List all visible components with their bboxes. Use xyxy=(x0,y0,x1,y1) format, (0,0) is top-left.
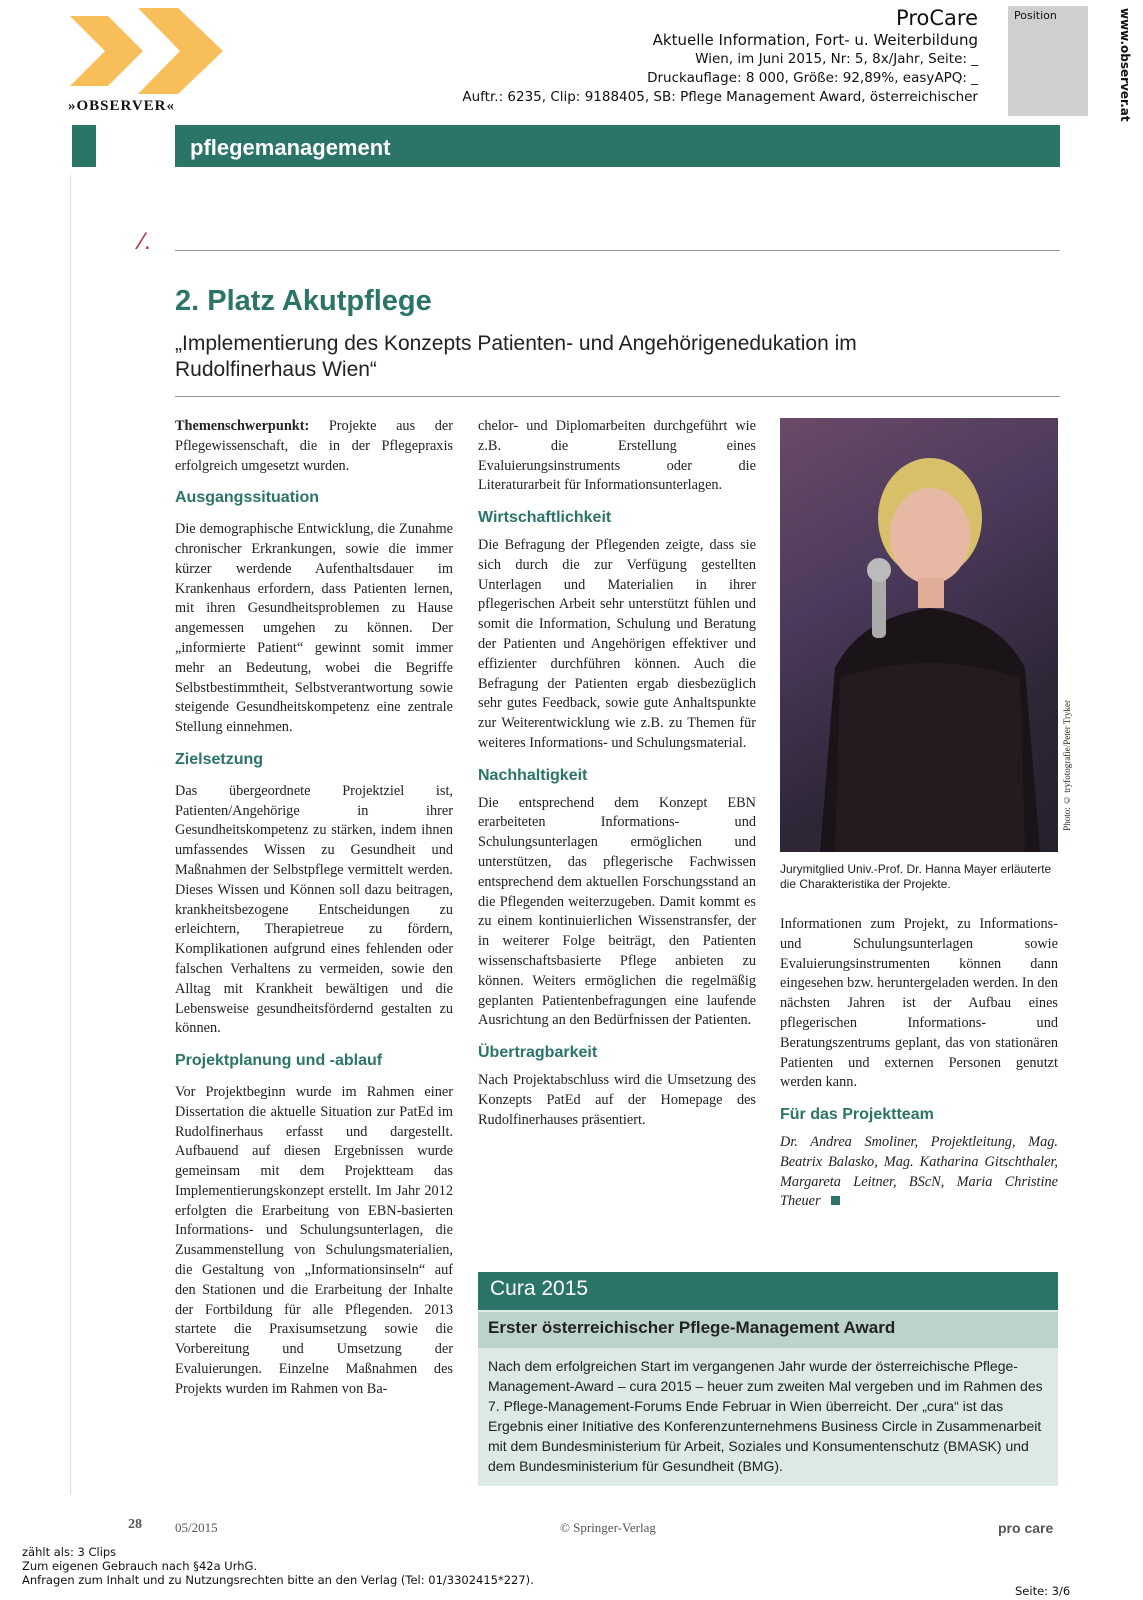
infobox-title: Cura 2015 xyxy=(490,1277,589,1300)
photo-caption: Jurymitglied Univ.-Prof. Dr. Hanna Mayer erläuterte die Charakteristika der Projekte. xyxy=(780,862,1052,891)
page-edge xyxy=(70,175,71,1495)
paragraph-continued: chelor- und Diplomarbeiten durchgeführt wie z.B. die Erstellung eines Evaluierungsinstruments oder die Literaturarbeit für Informationsunterlagen. xyxy=(478,418,756,494)
article-subtitle: „Implementierung des Konzepts Patienten- und Angehörigenedukation im Rudolfinerhaus Wien“ xyxy=(175,332,857,381)
publisher: © Springer-Verlag xyxy=(560,1520,656,1535)
paragraph-projektplanung: Vor Projektbeginn wurde im Rahmen einer Dissertation die aktuelle Situation zur PatEd im Rudolfinerhaus erfasst und dargestellt. Aufbauend auf diesen Ergebnissen wurde gemeinsam mit dem Projektteam das Implementierungskonzept erstellt. Im Jahr 2012 erfolgten die Erarbeitung von EBN-basierten Informations- und Schulungsunterlagen, die Zusammenstellung von Schulungsmaterialien, die Gestaltung von „Informationsinseln“ auf den Stationen und die Erarbeitung der Inhalte der Fortbildung für alle Pflegenden. 2013 startete die Praxisumsetzung sowie die Vorbereitung und Umsetzung der Evaluierungen. Einzelne Maßnahmen des Projekts wurden im Rahmen von Ba- xyxy=(175,1083,453,1397)
clip-mark: ⁄. xyxy=(140,228,151,255)
team-names: Dr. Andrea Smoliner, Projektleitung, Mag. Beatrix Balasko, Mag. Katharina Gitschthaler, Margareta Leitner, BScN, Maria Christine Theuer xyxy=(780,1133,1058,1210)
clipping-notes xyxy=(22,1545,534,1587)
site-url: www.observer.at xyxy=(1118,8,1132,122)
observer-logo-chevrons xyxy=(68,6,228,96)
issue-date: 05/2015 xyxy=(175,1520,218,1535)
position-box xyxy=(1008,6,1088,116)
page-number: 28 xyxy=(128,1517,142,1532)
order-info: Auftr.: 6235, Clip: 9188405, SB: Pflege Management Award, österreichischer xyxy=(462,89,978,105)
publication-subtitle: Aktuelle Information, Fort- u. Weiterbildung xyxy=(652,31,978,49)
divider xyxy=(175,396,1060,397)
column-2 xyxy=(478,417,756,1130)
intro-paragraph xyxy=(175,417,453,476)
position-label: Position xyxy=(1014,9,1057,22)
heading-ausgangssituation: Ausgangssituation xyxy=(175,489,320,507)
paragraph-info: Informationen zum Projekt, zu Informations- und Schulungsunterlagen sowie Evaluierungsinstrumenten können dann eingesehen bzw. heruntergeladen werden. In den nächsten Jahren ist der Aufbau eines pflegerischen Informations- und Beratungszentrums geplant, das von stationären Patienten und externen Personen genutzt werden kann. xyxy=(780,916,1058,1091)
note-contact: Anfragen zum Inhalt und zu Nutzungsrechten bitte an den Verlag (Tel: 01/3302415*227). xyxy=(22,1573,534,1587)
brand-name: pro care xyxy=(998,1520,1054,1536)
paragraph-ausgangssituation: Die demographische Entwicklung, die Zunahme chronischer Erkrankungen, sowie die immer kürzer werdende Aufenthaltsdauer im Krankenhaus erfordern, dass Patienten lernen, mit ihren Gesundheitsproblemen zu Hause angemessen umgehen zu können. Der „informierte Patient“ gewinnt somit immer mehr an Bedeutung, wobei die Begriffe Selbstbestimmtheit, Selbstverantwortung sowie steigende Gesundheitskompetenz eine zentrale Stellung einnehmen. xyxy=(175,521,453,736)
publication-name: ProCare xyxy=(896,6,978,30)
heading-nachhaltigkeit: Nachhaltigkeit xyxy=(478,766,588,784)
print-info: Druckauflage: 8 000, Größe: 92,89%, easyAPQ: _ xyxy=(647,70,978,86)
observer-logo-text: »OBSERVER« xyxy=(68,98,175,114)
column-3 xyxy=(780,915,1058,1212)
column-1 xyxy=(175,417,453,1400)
end-square-icon xyxy=(831,1196,840,1205)
heading-zielsetzung: Zielsetzung xyxy=(175,750,264,768)
heading-wirtschaftlichkeit: Wirtschaftlichkeit xyxy=(478,509,612,527)
section-marker xyxy=(72,125,96,167)
article-title: 2. Platz Akutpflege xyxy=(175,285,432,317)
speaker-figure xyxy=(780,418,1058,852)
intro-lead: Themenschwerpunkt: xyxy=(175,418,310,434)
paragraph-projektteam xyxy=(780,1133,1058,1212)
section-title: pflegemanagement xyxy=(190,135,391,160)
paragraph-uebertragbarkeit: Nach Projektabschluss wird die Umsetzung des Konzepts PatEd auf der Homepage des Rudolfinerhauses präsentiert. xyxy=(478,1071,756,1128)
paragraph-nachhaltigkeit: Die entsprechend dem Konzept EBN erarbeiteten Informations- und Schulungsunterlagen ermöglichen und unterstützen, das pflegerische Fachwissen entsprechend dem aktuellen Forschungsstand an die Pflegenden weiterzugeben. Damit kommt es zu einem kontinuierlichen Wissenstransfer, der in weiterer Folge beiträgt, den Patienten wissenschaftsbasierte Pflege anbieten zu können. Weiters ermöglichen die regelmäßig geplanten Patientenbefragungen eine laufende Ausrichtung an den Bedürfnissen der Patienten. xyxy=(478,794,756,1029)
heading-projektplanung: Projektplanung und -ablauf xyxy=(175,1052,383,1070)
issue-info: Wien, im Juni 2015, Nr: 5, 8x/Jahr, Seite: _ xyxy=(695,51,978,67)
clipping-header xyxy=(462,6,978,107)
speaker-photo xyxy=(780,418,1058,852)
heading-projektteam: Für das Projektteam xyxy=(780,1106,934,1124)
photo-credit: Photo: © tryfotografie/Peter Tryker xyxy=(1062,700,1072,831)
paragraph-wirtschaftlichkeit: Die Befragung der Pflegenden zeigte, dass sie sich durch die zur Verfügung gestellten Unterlagen und Materialien in ihrer pflegerischen Arbeit sehr unterstützt fühlen und somit die Information, Schulung und Beratung der Patienten und Angehörigen effektiver und effizienter durchführen können. Auch die Befragung der Patienten ergab diesbezüglich sehr gutes Feedback, sowie gute Anhaltspunkte zur Weiterentwicklung wie z.B. zu Themen für weiteres Informations- und Schulungsmaterial. xyxy=(478,536,756,751)
page-counter: Seite: 3/6 xyxy=(1015,1584,1071,1598)
note-clips: zählt als: 3 Clips xyxy=(22,1545,117,1559)
infobox-subtitle: Erster österreichischer Pflege-Management Award xyxy=(488,1318,896,1337)
note-usage: Zum eigenen Gebrauch nach §42a UrhG. xyxy=(22,1559,258,1573)
divider xyxy=(175,250,1060,251)
intro-text: Projekte aus der Pflegewissenschaft, die in der Pflegepraxis erfolgreich umgesetzt wurden. xyxy=(175,418,453,474)
heading-uebertragbarkeit: Übertragbarkeit xyxy=(478,1044,598,1062)
infobox-text: Nach dem erfolgreichen Start im vergangenen Jahr wurde der österreichische Pflege-Management-Award – cura 2015 – heuer zum zweiten Mal vergeben und im Rahmen des 7. Pflege-Management-Forums Ende Februar in Wien überreicht. Der „cura“ ist das Ergebnis einer Initiative des Konferenzunternehmens Business Circle in Zusammenarbeit mit dem Bundesministerium für Arbeit, Soziales und Konsumentenschutz (BMASK) und dem Bundesministerium für Gesundheit (BMG). xyxy=(488,1358,1043,1474)
paragraph-zielsetzung: Das übergeordnete Projektziel ist, Patienten/Angehörige in ihrer Gesundheitskompetenz zu stärken, indem ihnen umfassendes Wissen zu Gesundheit und Maßnahmen der Selbstpflege vermittelt werden. Dieses Wissen und Können soll dazu beitragen, krankheitsbezogene Entscheidungen zu erleichtern, Therapietreue zu fördern, Komplikationen aufgrund eines fehlenden oder falschen Verhaltens zu vermeiden, sowie den Alltag mit Krankheit bewältigen und die Lebensweise gesundheitsfördernd gestalten zu können. xyxy=(175,782,453,1037)
